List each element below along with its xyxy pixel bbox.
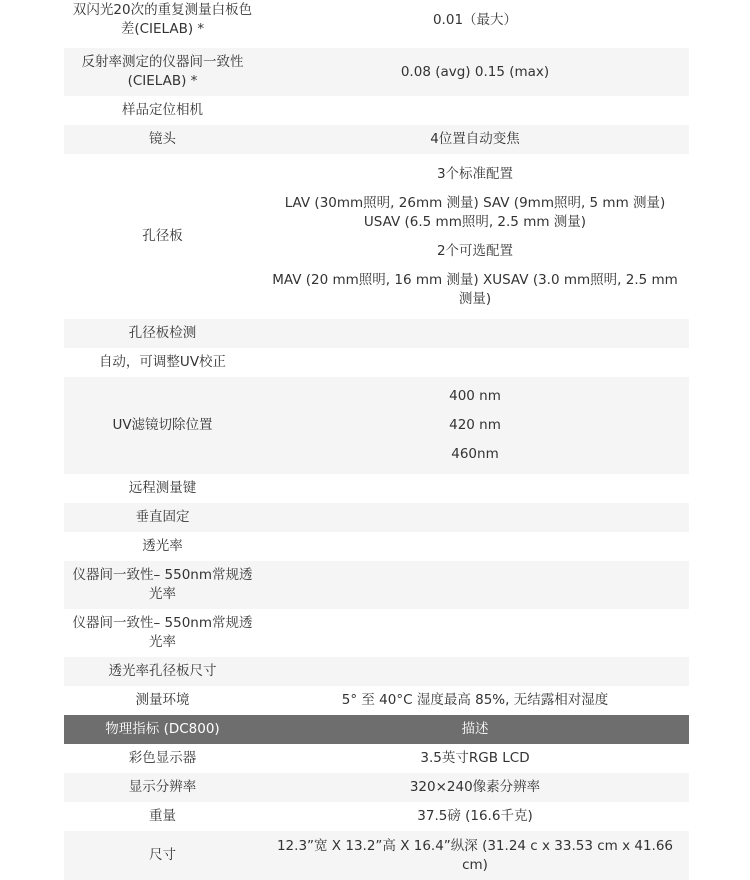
- table-row: [64, 561, 689, 609]
- spec-value: [261, 0, 689, 48]
- table-row: [64, 125, 689, 154]
- table-row: [64, 48, 689, 96]
- spec-label: 孔径板检测: [64, 319, 261, 348]
- table-row: [64, 96, 689, 125]
- table-row: [64, 773, 689, 802]
- spec-value-line: LAV (30mm照明, 26mm 测量) SAV (9mm照明, 5 mm 测量) USAV (6.5 mm照明, 2.5 mm 测量): [284, 194, 666, 230]
- spec-label: 透光率: [64, 532, 261, 561]
- spec-value-line: 12.3”宽 X 13.2”高 X 16.4”纵深 (31.24 c x 33.53 cm x 41.66 cm): [276, 837, 674, 873]
- table-row: [64, 154, 689, 319]
- spec-value: [261, 609, 689, 657]
- spec-value-line: 2个可选配置: [436, 242, 514, 259]
- spec-value: [261, 773, 689, 802]
- spec-label: 透光率孔径板尺寸: [64, 657, 261, 686]
- section-header-row: [64, 715, 689, 744]
- spec-label: 双闪光20次的重复测量白板色差(CIELAB) *: [64, 0, 261, 48]
- table-row: [64, 802, 689, 831]
- spec-value: [261, 377, 689, 474]
- section-header-label: 物理指标 (DC800): [64, 715, 261, 744]
- spec-label: 自动，可调整UV校正: [64, 348, 261, 377]
- spec-label: 彩色显示器: [64, 744, 261, 773]
- spec-value-line: 3.5英寸RGB LCD: [420, 750, 530, 766]
- table-row: [64, 0, 689, 48]
- spec-label: 垂直固定: [64, 503, 261, 532]
- spec-value: [261, 744, 689, 773]
- spec-value-line: 400 nm: [449, 388, 501, 404]
- table-row: [64, 474, 689, 503]
- table-row: [64, 657, 689, 686]
- spec-label: 仪器间一致性– 550nm常规透光率: [64, 609, 261, 657]
- table-row: [64, 503, 689, 532]
- spec-label: 镜头: [64, 125, 261, 154]
- table-row: [64, 744, 689, 773]
- spec-value-line: 37.5磅 (16.6千克): [417, 808, 533, 824]
- spec-value-line: 460nm: [451, 446, 499, 462]
- spec-value: [261, 561, 689, 609]
- section-header-value: 描述: [261, 715, 689, 744]
- table-row: [64, 348, 689, 377]
- spec-value: [261, 831, 689, 880]
- spec-value-line: 420 nm: [449, 417, 501, 433]
- spec-value-line: 4位置自动变焦: [430, 131, 520, 147]
- spec-value-line: MAV (20 mm照明, 16 mm 测量) XUSAV (3.0 mm照明, 2.5 mm 测量): [272, 271, 678, 307]
- spec-value: [261, 319, 689, 348]
- spec-label: 反射率测定的仪器间一致性(CIELAB) *: [64, 48, 261, 96]
- spec-label: 显示分辨率: [64, 773, 261, 802]
- spec-label: 样品定位相机: [64, 96, 261, 125]
- spec-table-body: [64, 0, 689, 880]
- table-row: [64, 831, 689, 880]
- table-row: [64, 377, 689, 474]
- table-row: [64, 686, 689, 715]
- spec-value: [261, 348, 689, 377]
- spec-label: 孔径板: [64, 154, 261, 319]
- spec-value: [261, 474, 689, 503]
- spec-value: [261, 503, 689, 532]
- spec-value: [261, 96, 689, 125]
- spec-value-line: 0.01（最大）: [432, 11, 518, 28]
- spec-value-line: 5° 至 40°C 湿度最高 85%, 无结露相对湿度: [341, 692, 609, 708]
- spec-value-line: 320×240像素分辨率: [409, 779, 541, 795]
- spec-label: UV滤镜切除位置: [64, 377, 261, 474]
- spec-label: 尺寸: [64, 831, 261, 880]
- table-row: [64, 609, 689, 657]
- page-margin: [0, 0, 64, 871]
- spec-value: [261, 686, 689, 715]
- spec-value: [261, 532, 689, 561]
- spec-label: 远程测量键: [64, 474, 261, 503]
- spec-value: [261, 657, 689, 686]
- spec-label: 测量环境: [64, 686, 261, 715]
- spec-table: [64, 0, 689, 880]
- table-row: [64, 319, 689, 348]
- spec-value: [261, 802, 689, 831]
- spec-value: [261, 48, 689, 96]
- spec-value-line: 3个标准配置: [436, 165, 514, 182]
- spec-value: [261, 125, 689, 154]
- spec-label: 重量: [64, 802, 261, 831]
- spec-value: [261, 154, 689, 319]
- spec-label: 仪器间一致性– 550nm常规透光率: [64, 561, 261, 609]
- spec-value-line: 0.08 (avg) 0.15 (max): [400, 63, 550, 80]
- table-row: [64, 532, 689, 561]
